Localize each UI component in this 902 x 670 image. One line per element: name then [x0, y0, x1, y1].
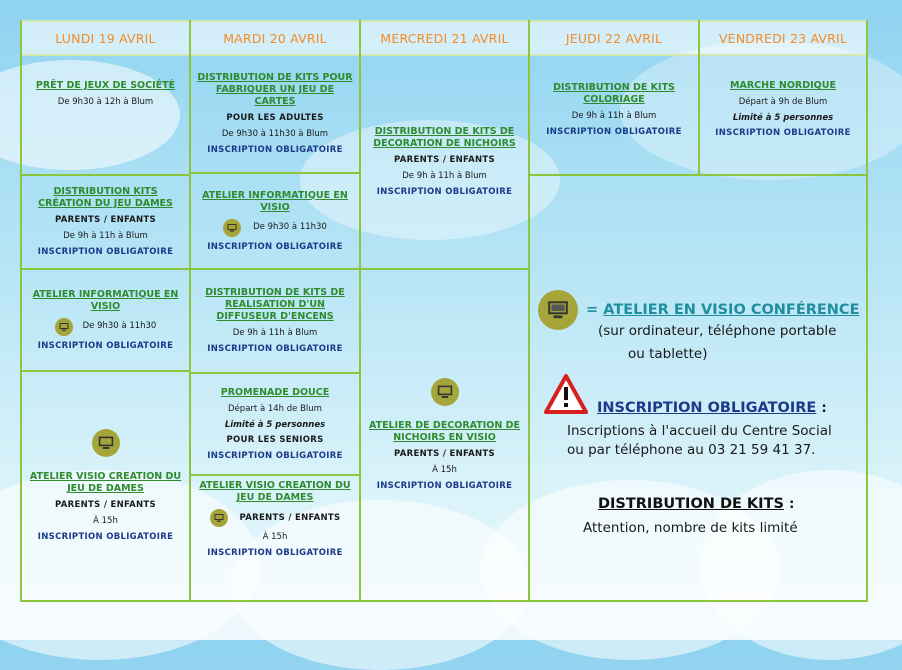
activity-mon1	[22, 56, 189, 174]
legend-inscription	[597, 397, 827, 416]
activity-time: De 9h30 à 11h30 à Blum	[221, 129, 329, 139]
inscription-label: INSCRIPTION OBLIGATOIRE	[37, 247, 174, 257]
activity-title: DISTRIBUTION DE KITS DE DECORATION DE NICHOIRS	[373, 126, 516, 149]
activity-tue3	[191, 270, 359, 372]
activity-audience: PARENTS / ENFANTS	[394, 155, 495, 165]
inscription-label: INSCRIPTION OBLIGATOIRE	[207, 241, 343, 252]
legend-inscription-line2: ou par téléphone au 03 21 59 41 37.	[567, 442, 816, 458]
activity-time: De 9h à 11h à Blum	[402, 171, 487, 181]
activity-audience: PARENTS / ENFANTS	[239, 512, 341, 523]
day-header-thursday: JEUDI 22 AVRIL	[530, 20, 698, 56]
computer-icon	[223, 219, 241, 237]
legend-inscription-title: INSCRIPTION OBLIGATOIRE	[597, 400, 817, 416]
grid-line	[528, 174, 868, 176]
activity-audience: POUR LES SENIORS	[226, 434, 324, 445]
activity-limit: Limité à 5 personnes	[732, 113, 834, 123]
activity-time: Départ à 14h de Blum	[228, 403, 322, 414]
activity-title: ATELIER INFORMATIQUE EN VISIO	[32, 288, 179, 312]
day-header-monday: LUNDI 19 AVRIL	[22, 20, 189, 56]
activity-time: Départ à 9h de Blum	[738, 97, 828, 107]
activity-tue5	[191, 476, 359, 600]
activity-mon2	[22, 176, 189, 268]
activity-wed2	[361, 270, 528, 600]
computer-icon	[431, 378, 459, 406]
activity-title: PRÊT DE JEUX DE SOCIÉTÉ	[35, 80, 176, 91]
activity-wed1	[361, 56, 528, 268]
activity-audience: PARENTS / ENFANTS	[394, 449, 495, 459]
activity-title: DISTRIBUTION DE KITS COLORIAGE	[553, 82, 675, 105]
legend-visio	[586, 299, 859, 318]
legend-kits-title: DISTRIBUTION DE KITS	[598, 496, 784, 512]
activity-tue2	[191, 174, 359, 268]
activity-time: De 9h à 11h à Blum	[571, 111, 657, 121]
warning-icon	[544, 374, 588, 414]
activity-tue1	[191, 56, 359, 172]
computer-icon	[55, 318, 73, 336]
activity-audience: PARENTS / ENFANTS	[55, 215, 156, 225]
legend-kits-line: Attention, nombre de kits limité	[583, 520, 798, 536]
inscription-label: INSCRIPTION OBLIGATOIRE	[37, 532, 174, 542]
activity-limit: Limité à 5 personnes	[224, 419, 326, 430]
day-header-tuesday: MARDI 20 AVRIL	[191, 20, 359, 56]
activity-title: ATELIER DE DECORATION DE NICHOIRS EN VISIO	[368, 420, 521, 443]
computer-icon	[538, 290, 578, 330]
activity-mon3	[22, 270, 189, 370]
legend-visio-title: ATELIER EN VISIO CONFÉRENCE	[603, 302, 860, 318]
inscription-label: INSCRIPTION OBLIGATOIRE	[207, 344, 343, 354]
inscription-label: INSCRIPTION OBLIGATOIRE	[715, 128, 851, 138]
computer-icon	[210, 509, 228, 527]
inscription-label: INSCRIPTION OBLIGATOIRE	[207, 450, 343, 461]
activity-time: De 9h à 11h à Blum	[232, 328, 318, 338]
computer-icon	[92, 429, 120, 457]
legend-visio-line2: ou tablette)	[628, 346, 708, 362]
activity-time: À 15h	[93, 516, 118, 526]
activity-audience: POUR LES ADULTES	[226, 113, 324, 123]
legend-inscription-line1: Inscriptions à l'accueil du Centre Social	[567, 423, 832, 439]
inscription-label: INSCRIPTION OBLIGATOIRE	[376, 481, 513, 491]
activity-audience: PARENTS / ENFANTS	[55, 500, 156, 510]
legend-colon: :	[789, 496, 795, 512]
activity-title: ATELIER INFORMATIQUE EN VISIO	[202, 189, 348, 213]
inscription-label: INSCRIPTION OBLIGATOIRE	[376, 187, 513, 197]
activity-title: DISTRIBUTION KITS CRÉATION DU JEU DAMES	[38, 186, 173, 209]
activity-fri1	[700, 56, 866, 174]
inscription-label: INSCRIPTION OBLIGATOIRE	[207, 548, 343, 558]
activity-mon4	[22, 372, 189, 600]
activity-title: MARCHE NORDIQUE	[730, 80, 836, 91]
activity-time: De 9h30 à 11h30	[253, 222, 327, 232]
activity-title: ATELIER VISIO CREATION DU JEU DE DAMES	[29, 471, 182, 494]
legend-kits	[598, 493, 794, 512]
inscription-label: INSCRIPTION OBLIGATOIRE	[207, 145, 343, 155]
inscription-label: INSCRIPTION OBLIGATOIRE	[546, 127, 682, 137]
activity-tue4	[191, 374, 359, 474]
legend-equals: =	[586, 302, 599, 318]
activity-time: À 15h	[262, 532, 288, 542]
activity-thu1	[530, 56, 698, 174]
day-header-friday: VENDREDI 23 AVRIL	[700, 20, 866, 56]
legend-visio-line1: (sur ordinateur, téléphone portable	[598, 323, 837, 339]
activity-title: DISTRIBUTION DE KITS POUR FABRIQUER UN JEU DE CARTES	[197, 72, 353, 107]
legend-colon: :	[821, 400, 827, 416]
inscription-label: INSCRIPTION OBLIGATOIRE	[37, 340, 174, 351]
activity-time: De 9h30 à 11h30	[82, 321, 157, 331]
activity-time: À 15h	[432, 465, 457, 475]
activity-time: De 9h à 11h à Blum	[63, 231, 148, 241]
activity-title: ATELIER VISIO CREATION DU JEU DE DAMES	[199, 480, 351, 503]
activity-title: DISTRIBUTION DE KITS DE REALISATION D'UN DIFFUSEUR D'ENCENS	[205, 287, 345, 322]
activity-title: PROMENADE DOUCE	[220, 386, 330, 398]
day-header-wednesday: MERCREDI 21 AVRIL	[361, 20, 528, 56]
activity-time: De 9h30 à 12h à Blum	[57, 97, 154, 107]
